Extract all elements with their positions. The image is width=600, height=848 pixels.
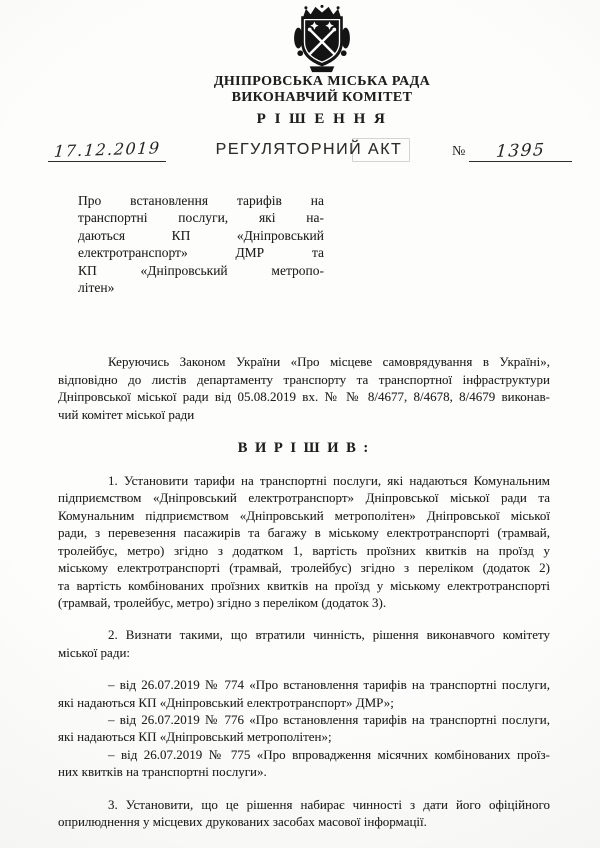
resolved-heading: В И Р І Ш И В :: [237, 440, 371, 457]
paragraph: [58, 676, 550, 711]
paragraph-line: них квитків на транспортні послуги».: [58, 764, 267, 780]
paragraph-line: – від 26.07.2019 № 774 «Про встановлення тарифів на транспортні послуги,: [108, 677, 550, 693]
subject-line: Про встановлення тарифів на: [78, 193, 324, 208]
handwritten-number: 1395: [495, 140, 546, 162]
paragraph-line: підприємством «Дніпровський електротранспорт» Дніпровської міської ради та: [58, 490, 550, 506]
paragraph: [58, 711, 550, 746]
paragraph-line: Керуючись Законом України «Про місцеве самоврядування в Україні»,: [108, 354, 550, 370]
paragraph-line: оприлюднення у місцевих друкованих засобах масової інформації.: [58, 813, 427, 829]
paragraph-line: Дніпровської міської ради від 05.08.2019 вх. № № 8/4677, 8/4678, 8/4679 виконав-: [58, 389, 550, 405]
subject-line: КП «Дніпровський метропо-: [78, 262, 324, 278]
document-header: [0, 0, 600, 128]
org-name: ДНІПРОВСЬКА МІСЬКА РАДА: [213, 74, 431, 89]
document-body: [58, 353, 550, 830]
number-field: [452, 141, 572, 162]
paragraph-line: які надаються КП «Дніпровський електротранспорт» ДМР»;: [58, 694, 394, 710]
document-type-title: Р І Ш Е Н Н Я: [256, 111, 388, 127]
date-field: [48, 140, 166, 162]
number-sign-label: №: [452, 144, 466, 159]
subject-line: даються КП «Дніпровський: [78, 227, 324, 243]
paragraph-line: які надаються КП «Дніпровський метрополітен»;: [58, 729, 332, 745]
paragraph-line: 3. Установити, що це рішення набирає чинності з дати його офіційного: [108, 796, 550, 812]
paragraph: [58, 746, 550, 781]
paragraph-line: ради, з перевезення пасажирів та багажу в міському електротранспорті (трамвай,: [58, 525, 550, 541]
resolution-items: [58, 472, 550, 830]
paragraph-line: – від 26.07.2019 № 776 «Про встановлення тарифів на транспортні послуги,: [108, 711, 550, 727]
paragraph: [58, 796, 550, 831]
paragraph-line: 1. Установити тарифи на транспортні послуги, які надаються Комунальним: [108, 473, 550, 489]
paragraph-line: 2. Визнати такими, що втратили чинність, рішення виконавчого комітету: [108, 627, 550, 643]
paragraph-line: та вартість комбінованих проїзних квитків на проїзд у міському електротранспорті: [58, 577, 550, 593]
meta-row: [0, 136, 600, 162]
paragraph-line: міському електротранспорті (трамвай, тролейбус) згідно з переліком (додаток 2): [58, 560, 550, 576]
paragraph: [58, 353, 550, 423]
paragraph-line: (трамвай, тролейбус, метро) згідно з переліком (додаток 3).: [58, 594, 387, 610]
subject-line: літен»: [78, 280, 115, 296]
paragraph-line: тролейбус, метро) згідно з додатком 1, вартість проїзних квитків на проїзд у: [58, 542, 550, 558]
paragraph-line: міської ради:: [58, 644, 131, 660]
subject-line: транспортні послуги, які на-: [78, 210, 324, 226]
subject-line: електротранспорт» ДМР та: [78, 245, 324, 261]
paragraph-line: чий комітет міської ради: [58, 406, 195, 422]
paragraph-line: відповідно до листів департаменту транспорту та транспортної інфраструктури: [58, 371, 550, 387]
org-unit: ВИКОНАВЧИЙ КОМІТЕТ: [231, 90, 413, 105]
paragraph: [58, 472, 550, 611]
regulatory-act-stamp: РЕГУЛЯТОРНИЙ АКТ: [215, 141, 403, 158]
preamble: [58, 353, 550, 423]
paragraph: [58, 626, 550, 661]
number-underline: [469, 141, 572, 162]
city-coat-of-arms-icon: [274, 4, 370, 74]
subject-block: [78, 192, 324, 296]
paragraph-line: – від 26.07.2019 № 775 «Про впровадження місячних комбінованих проїз-: [108, 746, 550, 762]
stamp-cell: [166, 141, 452, 162]
paragraph-line: Комунальним підприємством «Дніпровський метрополітен» Дніпровської міської: [58, 507, 550, 523]
handwritten-date: 17.12.2019: [53, 138, 161, 161]
